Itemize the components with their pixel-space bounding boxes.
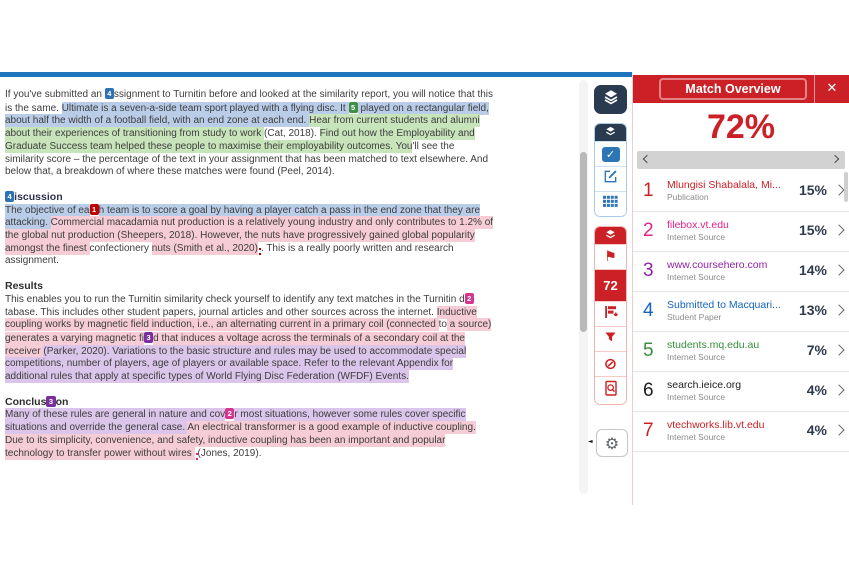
paragraph — [5, 408, 495, 460]
source-type: Internet Source — [667, 272, 726, 282]
source-number: 2 — [643, 220, 654, 241]
source-title: students.mq.edu.au — [667, 339, 760, 351]
grid-icon — [603, 195, 618, 213]
chevron-right-icon[interactable] — [833, 184, 844, 195]
source-percentage: 7% — [806, 342, 827, 358]
matched-text[interactable]: d that induces a voltage across the terminals of a secondary coil at the receiver — [5, 332, 465, 357]
layers-icon — [605, 227, 616, 245]
match-breakdown-button[interactable] — [595, 301, 626, 326]
source-percentage: 15% — [798, 222, 827, 238]
matched-text[interactable]: Many of these rules are general in nature and cov — [5, 409, 226, 421]
matched-text[interactable]: r most situations, however some rules cover specific situations and override the general case. — [5, 409, 466, 434]
doc-text-run: tabase. This includes other student papers, journal articles and other sources across the internet. — [5, 306, 437, 318]
source-percentage: 13% — [798, 302, 827, 318]
source-title: filebox.vt.edu — [667, 219, 729, 231]
layers-button[interactable] — [594, 85, 627, 114]
doc-text-run: to — [438, 319, 447, 331]
similarity-score-button[interactable]: 72 — [595, 269, 626, 301]
source-info — [667, 219, 799, 251]
matched-text[interactable]: Ultimate is a seven-a-side team sport played with a flying disc. It — [61, 102, 349, 114]
source-row[interactable] — [633, 172, 849, 212]
doc-text-run: iscussion — [14, 190, 63, 203]
source-title: vtechworks.lib.vt.edu — [667, 419, 765, 431]
matched-text[interactable]: Find out how the Employability and Graduate Success team helped these people to maximise their employability outcomes. You — [5, 128, 475, 152]
source-percentage: 15% — [798, 182, 827, 198]
section-heading — [5, 191, 495, 204]
source-row[interactable] — [633, 252, 849, 292]
doc-text-run: If you've submitted an — [5, 89, 105, 100]
document-viewer — [0, 80, 578, 504]
sources-bars-icon — [603, 304, 619, 325]
source-title: Mlungisi Shabalala, Mi... — [667, 179, 781, 191]
source-number: 4 — [643, 300, 654, 321]
source-info — [667, 419, 807, 451]
source-type: Internet Source — [667, 352, 726, 362]
source-type: Publication — [667, 192, 709, 202]
funnel-icon — [603, 330, 618, 349]
source-percentage: 4% — [806, 382, 827, 398]
chevron-right-icon[interactable] — [833, 344, 844, 355]
matched-text[interactable]: Inductive coupling works by magnetic field induction, i.e., an alternating current in a primary coil (connected — [5, 306, 477, 331]
section-heading — [5, 396, 495, 409]
overall-similarity-score: 72% — [706, 108, 776, 146]
chevron-right-icon[interactable] — [833, 384, 844, 395]
matched-text[interactable]: h team is to score a goal by having a player catch a pass in the end zone that they are attacking. — [5, 204, 481, 229]
search-sources-button[interactable] — [595, 376, 626, 404]
grading-group-header[interactable] — [595, 124, 626, 141]
source-row[interactable] — [633, 412, 849, 452]
filter-button[interactable] — [595, 326, 626, 351]
settings-area — [588, 429, 627, 457]
source-title: www.coursehero.com — [667, 259, 768, 271]
document-scrollbar[interactable] — [579, 80, 588, 494]
match-marker-2[interactable]: 2 — [225, 408, 234, 419]
source-info — [667, 299, 799, 331]
chevron-right-icon[interactable] — [833, 264, 844, 275]
settings-button[interactable] — [596, 429, 628, 457]
doc-text-run: (Cat, 2018). — [264, 128, 320, 140]
doc-text-run: confectionery — [89, 242, 152, 254]
match-marker-3[interactable]: 3 — [46, 396, 55, 407]
source-number: 3 — [643, 260, 654, 281]
source-percentage: 4% — [806, 422, 827, 438]
chevron-right-icon[interactable] — [833, 424, 844, 435]
flag-icon: ⚑ — [604, 249, 617, 265]
paragraph — [5, 204, 495, 269]
doc-text-run: (Jones, 2019). — [197, 447, 262, 459]
source-title: search.ieice.org — [667, 379, 742, 391]
flag-button[interactable] — [595, 244, 626, 269]
source-number: 5 — [643, 340, 654, 361]
source-info — [667, 339, 807, 371]
match-marker-2[interactable]: 2 — [465, 293, 474, 304]
match-overview-panel — [632, 75, 849, 505]
panel-scrollbar-thumb[interactable] — [844, 172, 848, 202]
matched-text[interactable]: a source) generates a varying magnetic fi — [5, 319, 492, 344]
source-type: Internet Source — [667, 392, 726, 402]
doc-text-run: ssignment to Turnitin before and looked at the similarity report, you will notice that this is the same. — [5, 89, 493, 114]
layers-icon — [603, 89, 619, 110]
grading-tool-group — [594, 123, 627, 217]
comment-edit-button[interactable] — [595, 166, 626, 191]
match-nav-bar — [637, 151, 845, 169]
close-icon: ✕ — [826, 81, 838, 96]
top-accent-bar — [0, 72, 632, 77]
doc-text-run: Conclus — [5, 395, 47, 408]
document-text — [5, 88, 495, 472]
check-icon: ✓ — [602, 147, 620, 162]
source-number: 1 — [643, 180, 654, 201]
next-match-button[interactable] — [830, 155, 840, 165]
paragraph — [5, 293, 495, 384]
section-heading — [5, 280, 495, 293]
source-number: 7 — [643, 420, 654, 441]
similarity-tool-group — [594, 226, 627, 405]
panel-header — [633, 75, 849, 103]
source-type: Student Paper — [667, 312, 722, 322]
source-type: Internet Source — [667, 232, 726, 242]
doc-text-run: This enables you to run the Turnitin similarity check yourself to identify any text matches in the Turnitin d — [5, 293, 465, 305]
document-search-icon — [603, 380, 619, 402]
doc-text-run: Results — [5, 280, 43, 293]
source-percentage: 14% — [798, 262, 827, 278]
panel-title: Match Overview — [659, 78, 807, 100]
source-info — [667, 259, 799, 291]
scrollbar-thumb[interactable] — [580, 152, 587, 332]
matched-text[interactable]: Commercial macadamia nut production is a relatively young industry and only contributes to 1.2% of the global nut production (Sheepers, 2018). However, the nuts have progressively gained global popularity amongst the finest — [5, 217, 494, 254]
match-marker-4[interactable]: 4 — [5, 191, 14, 202]
match-marker-4[interactable]: 4 — [105, 88, 114, 99]
edit-icon — [603, 169, 618, 189]
doc-text-run: 'll see the similarity score – the percentage of the text in your assignment that has been matched to text elsewhere. And below that, a breakdown of where these matches were found (Peel, 2014). — [5, 140, 489, 178]
chevron-right-icon[interactable] — [833, 304, 844, 315]
side-toolbar — [588, 85, 627, 457]
close-button[interactable] — [814, 75, 849, 103]
matched-text[interactable]: nuts (Smith et al., 2020) — [151, 242, 258, 254]
gear-icon: ⚙ — [604, 433, 620, 453]
source-list — [633, 172, 849, 452]
match-marker-5[interactable]: 5 — [349, 102, 358, 113]
collapse-arrow-icon[interactable]: ◄ — [588, 438, 593, 445]
layers-icon — [605, 124, 616, 142]
source-type: Internet Source — [667, 432, 726, 442]
doc-text-run: on — [55, 395, 69, 408]
source-number: 6 — [643, 380, 654, 401]
source-row[interactable] — [633, 292, 849, 332]
source-info — [667, 179, 799, 211]
quickmarks-button[interactable] — [595, 141, 626, 166]
doc-text-run: . This is a really poorly written and research assignment. — [5, 242, 454, 267]
source-row[interactable] — [633, 332, 849, 372]
matched-text[interactable]: Hear from current students and alumni about their experiences of transitioning from study to work — [5, 115, 480, 140]
matched-text[interactable]: An electrical transformer is a good example of inductive coupling. Due to its simplicity, convenience, and safety, inductive coupling has been an important and popular technology to transfer power without wires — [5, 422, 476, 459]
source-row[interactable] — [633, 212, 849, 252]
match-marker-3[interactable]: 3 — [144, 332, 153, 343]
rubric-grid-button[interactable] — [595, 191, 626, 216]
paragraph — [5, 88, 495, 179]
prev-match-button[interactable] — [642, 155, 652, 165]
source-row[interactable] — [633, 372, 849, 412]
excluded-sources-button[interactable] — [595, 351, 626, 376]
similarity-group-header[interactable] — [595, 227, 626, 244]
match-marker-1[interactable]: 1 — [90, 204, 99, 215]
chevron-right-icon[interactable] — [833, 224, 844, 235]
matched-text[interactable]: played on a rectangular field, about half the width of a football field, with an end zone at each end. — [5, 102, 489, 127]
matched-text[interactable]: (Parker, 2020). Variations to the basic structure and rules may be used to accommodate special competitions, number of players, age of players or available space. Refer to the relevant Appendix for additional rules that apply at specific types of World Flying Disc Federation (WFDF) Events. — [5, 345, 467, 383]
source-title: Submitted to Macquari... — [667, 299, 781, 311]
source-info — [667, 379, 807, 411]
matched-text[interactable]: The objective of ea — [5, 204, 90, 216]
prohibited-icon: ⊘ — [603, 354, 618, 373]
